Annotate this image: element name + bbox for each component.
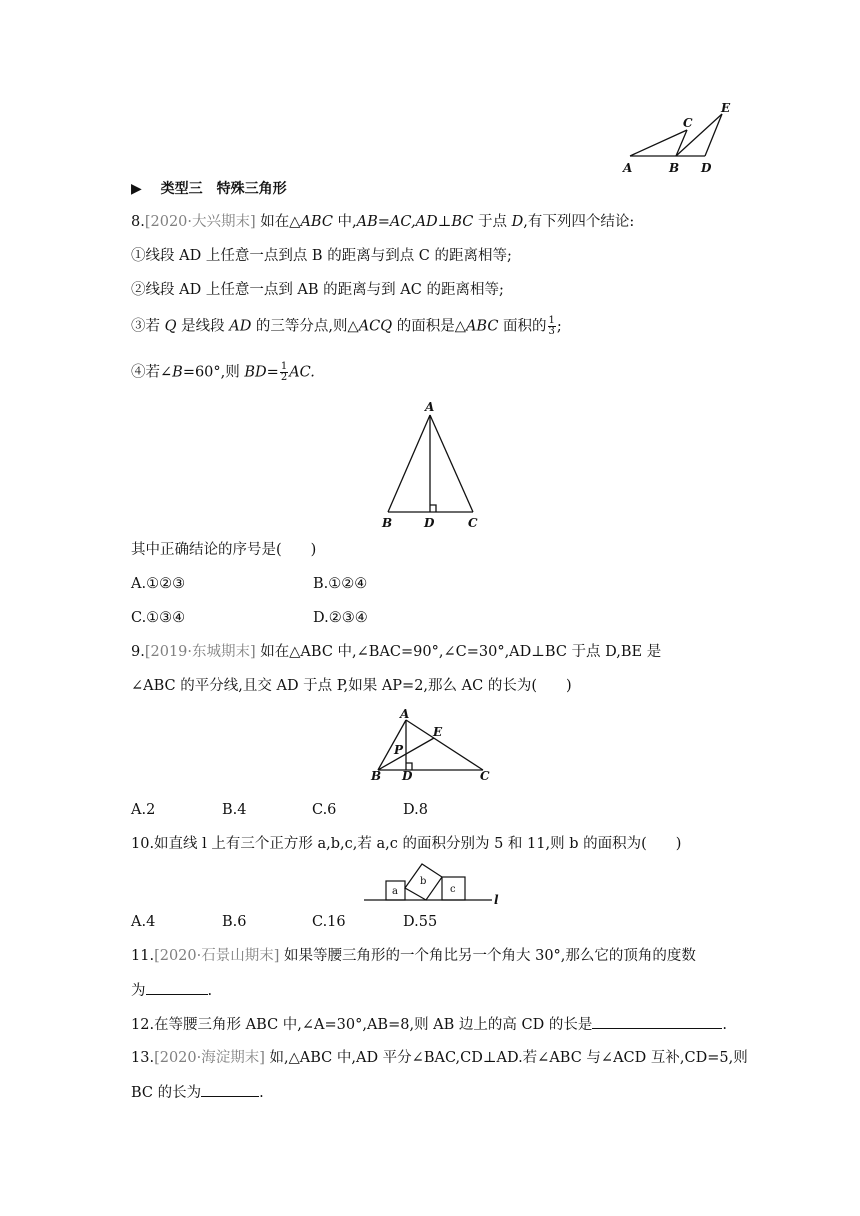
q8-source: [2020·大兴期末] xyxy=(144,214,256,230)
square-a-label: a xyxy=(392,886,398,897)
q9-stem-line2: ∠ABC 的平分线,且交 AD 于点 P,如果 AP=2,那么 AC 的长为( ) xyxy=(131,678,572,694)
label-e: E xyxy=(721,101,731,115)
fraction-one-third: $\frac{1}{3}$ xyxy=(548,315,555,337)
square-b-label: b xyxy=(420,876,427,887)
label-c: C xyxy=(683,116,693,130)
q12-answer-blank[interactable] xyxy=(592,1014,722,1029)
q8-option-d[interactable]: D.②③④ xyxy=(313,610,368,626)
q10-stem: 10.如直线 l 上有三个正方形 a,b,c,若 a,c 的面积分别为 5 和 11,则 b 的面积为( ) xyxy=(131,836,682,852)
q8-option-a[interactable]: A.①②③ xyxy=(131,576,186,592)
q10-option-b[interactable]: B.6 xyxy=(222,914,247,930)
label-d: D xyxy=(701,161,712,175)
q8-conclusion-2: ②线段 AD 上任意一点到 AB 的距离与到 AC 的距离相等; xyxy=(131,282,504,298)
q8-conclusion-3: ③若 Q 是线段 AD 的三等分点,则△ACQ 的面积是△ABC 面积的 $\frac{1}{3}$ ; xyxy=(131,315,562,337)
label-b: B xyxy=(669,161,680,175)
q9-option-c[interactable]: C.6 xyxy=(312,802,337,818)
q10-squares-figure xyxy=(360,858,510,906)
q9-label-p: P xyxy=(394,743,404,757)
square-c-label: c xyxy=(450,884,456,895)
q8-stem: 8.[2020·大兴期末] 如在△ABC 中,AB=AC,AD⊥BC 于点 D,有下列四个结论: xyxy=(131,214,635,230)
q11-stem-line1: 11.[2020·石景山期末] 如果等腰三角形的一个角比另一个角大 30°,那么它的顶角的度数 xyxy=(131,948,696,964)
q9-option-a[interactable]: A.2 xyxy=(131,802,156,818)
q8-label-c: C xyxy=(468,516,478,530)
line-l-label: l xyxy=(494,893,499,907)
q9-label-a: A xyxy=(400,707,410,721)
fraction-one-half: $\frac{1}{2}$ xyxy=(280,361,288,383)
q8-label-d: D xyxy=(424,516,435,530)
q8-option-b[interactable]: B.①②④ xyxy=(313,576,368,592)
q12-stem: 12.在等腰三角形 ABC 中,∠A=30°,AB=8,则 AB 边上的高 CD 的长是 . xyxy=(131,1014,727,1035)
q9-triangle-figure xyxy=(368,706,498,786)
play-icon: ▶ xyxy=(131,181,142,197)
q9-label-e: E xyxy=(433,725,443,739)
section-heading xyxy=(131,178,287,198)
q11-answer-blank[interactable] xyxy=(146,980,208,995)
q9-label-b: B xyxy=(371,769,382,783)
q13-stem-line2: BC 的长为 . xyxy=(131,1082,264,1103)
q13-answer-blank[interactable] xyxy=(201,1082,259,1097)
q11-stem-line2: 为 . xyxy=(131,980,212,1001)
q8-option-c[interactable]: C.①③④ xyxy=(131,610,186,626)
q11-source: [2020·石景山期末] xyxy=(154,948,280,964)
q8-triangle-figure xyxy=(378,395,498,535)
q8-conclusion-1: ①线段 AD 上任意一点到点 B 的距离与到点 C 的距离相等; xyxy=(131,248,512,264)
q8-prompt: 其中正确结论的序号是( ) xyxy=(131,542,317,558)
top-figure xyxy=(620,100,740,180)
q9-option-d[interactable]: D.8 xyxy=(403,802,428,818)
q8-conclusion-4: ④若∠B=60°,则 BD= $\frac{1}{2}$ AC. xyxy=(131,361,315,383)
q13-source: [2020·海淀期末] xyxy=(154,1050,265,1066)
label-a: A xyxy=(623,161,633,175)
q9-source: [2019·东城期末] xyxy=(144,644,256,660)
q8-label-b: B xyxy=(382,516,393,530)
q8-label-a: A xyxy=(425,400,435,414)
q10-option-d[interactable]: D.55 xyxy=(403,914,438,930)
q13-stem-line1: 13.[2020·海淀期末] 如,△ABC 中,AD 平分∠BAC,CD⊥AD.若∠ABC 与∠ACD 互补,CD=5,则 xyxy=(131,1050,748,1066)
q9-option-b[interactable]: B.4 xyxy=(222,802,247,818)
q9-stem-line1: 9.[2019·东城期末] 如在△ABC 中,∠BAC=90°,∠C=30°,AD⊥BC 于点 D,BE 是 xyxy=(131,644,662,660)
q9-label-d: D xyxy=(402,769,413,783)
section-title: 类型三 特殊三角形 xyxy=(160,181,287,197)
q9-label-c: C xyxy=(480,769,490,783)
q10-option-a[interactable]: A.4 xyxy=(131,914,156,930)
q10-option-c[interactable]: C.16 xyxy=(312,914,346,930)
